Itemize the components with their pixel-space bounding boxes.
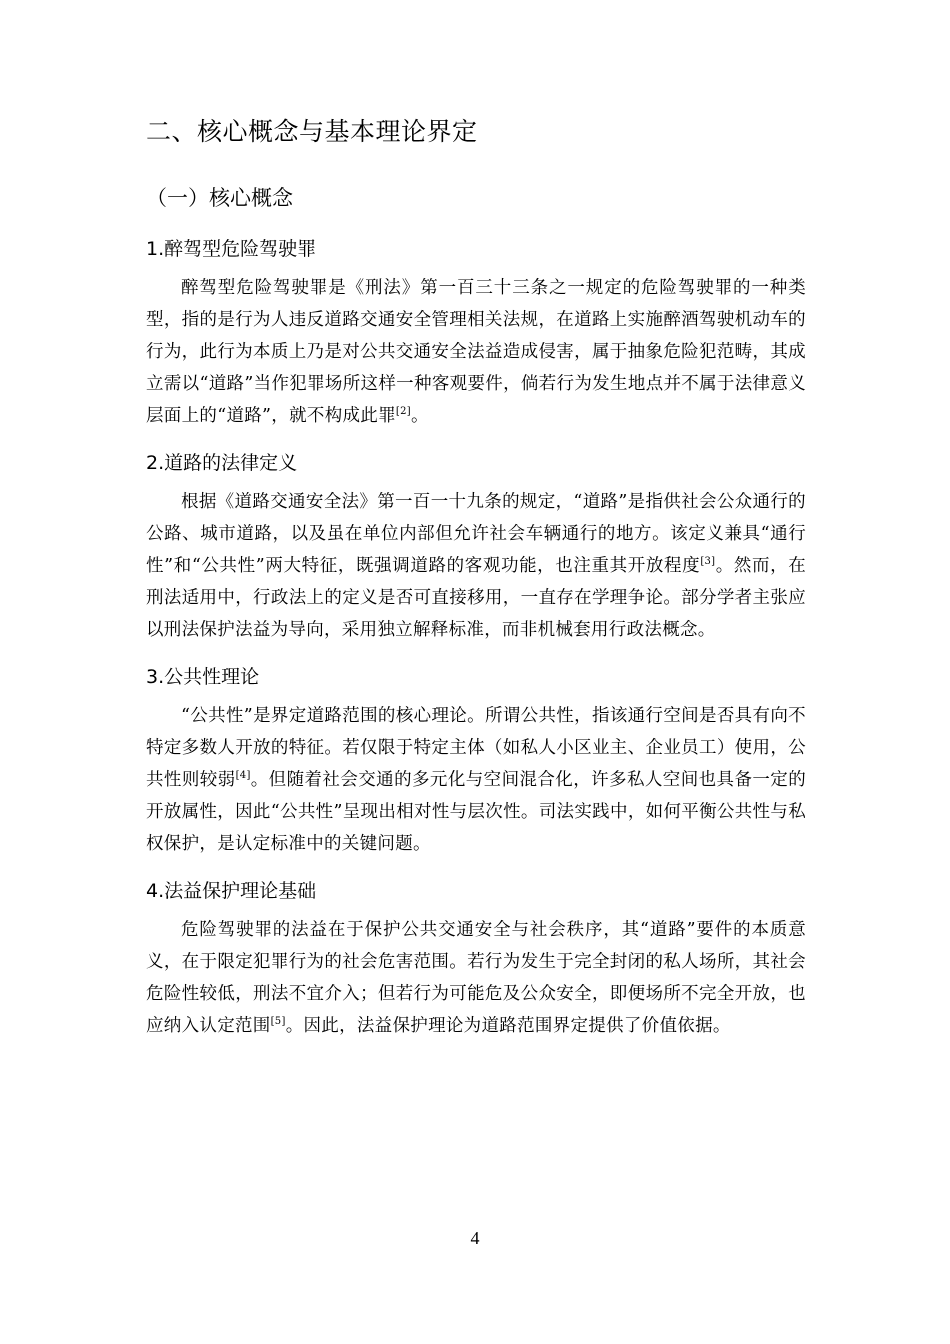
item-title-1: 1.醉驾型危险驾驶罪 xyxy=(146,238,317,260)
citation-ref: [4] xyxy=(235,770,251,782)
paragraph-text: 醉驾型危险驾驶罪是《刑法》第一百三十三条之一规定的危险驾驶罪的一种类型，指的是行为人违反道路交通安全管理相关法规，在道路上实施醉酒驾驶机动车的行为，此行为本质上乃是对公共交通安全法益造成侵害，属于抽象危险犯范畴，其成立需以“道路”当作犯罪场所这样一种客观要件，倘若行为发生地点并不属于法律意义层面上的“道路”，就不构成此罪 xyxy=(146,278,806,426)
item-paragraph-3 xyxy=(146,700,806,860)
paragraph-text: 。然而，在刑法适用中，行政法上的定义是否可直接移用，一直存在学理争论。部分学者主张应以刑法保护法益为导向，采用独立解释标准，而非机械套用行政法概念。 xyxy=(146,556,807,640)
citation-ref: [2] xyxy=(395,406,411,418)
item-paragraph-4 xyxy=(146,914,806,1042)
citation-ref: [3] xyxy=(700,556,716,568)
subsection-title: （一）核心概念 xyxy=(146,186,293,210)
section-title: 二、核心概念与基本理论界定 xyxy=(146,117,478,146)
item-title-3: 3.公共性理论 xyxy=(146,666,260,688)
paragraph-text: 。但随着社会交通的多元化与空间混合化，许多私人空间也具备一定的开放属性，因此“公共性”呈现出相对性与层次性。司法实践中，如何平衡公共性与私权保护，是认定标准中的关键问题。 xyxy=(146,770,806,854)
paragraph-text: 。 xyxy=(410,406,429,426)
paragraph-text: “公共性”是界定道路范围的核心理论。所谓公共性，指该通行空间是否具有向不特定多数人开放的特征。若仅限于特定主体（如私人小区业主、企业员工）使用，公共性则较弱 xyxy=(146,706,806,790)
item-paragraph-1 xyxy=(146,272,806,432)
paragraph-text: 危险驾驶罪的法益在于保护公共交通安全与社会秩序，其“道路”要件的本质意义，在于限定犯罪行为的社会危害范围。若行为发生于完全封闭的私人场所，其社会危险性较低，刑法不宜介入；但若行为可能危及公众安全，即便场所不完全开放，也应纳入认定范围 xyxy=(146,920,806,1036)
page-content xyxy=(146,108,806,1056)
page-number: 4 xyxy=(470,1228,480,1248)
citation-ref: [5] xyxy=(270,1016,286,1028)
paragraph-text: 根据《道路交通安全法》第一百一十九条的规定，“道路”是指供社会公众通行的公路、城市道路，以及虽在单位内部但允许社会车辆通行的地方。该定义兼具“通行性”和“公共性”两大特征，既强调道路的客观功能，也注重其开放程度 xyxy=(146,492,806,576)
item-title-4: 4.法益保护理论基础 xyxy=(146,880,317,902)
paragraph-text: 。因此，法益保护理论为道路范围界定提供了价值依据。 xyxy=(285,1016,731,1036)
item-title-2: 2.道路的法律定义 xyxy=(146,452,298,474)
item-paragraph-2 xyxy=(146,486,806,646)
